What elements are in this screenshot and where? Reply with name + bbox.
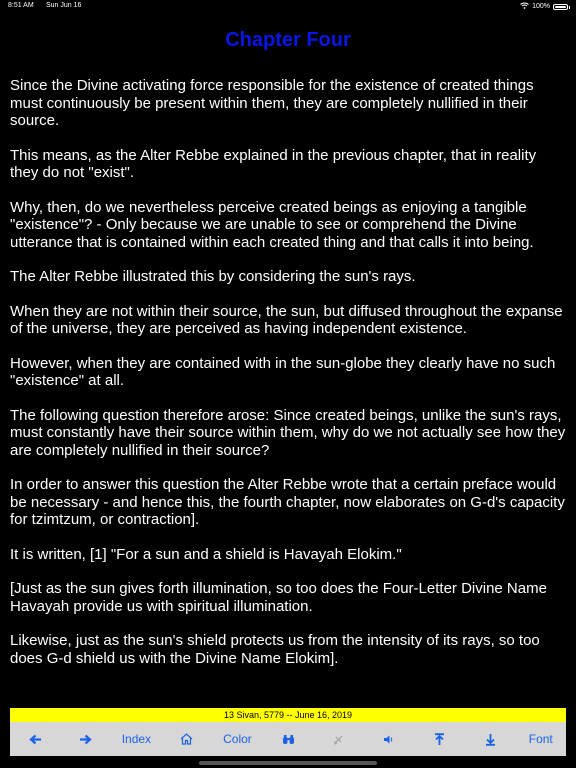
paragraph: Why, then, do we nevertheless perceive created beings as enjoying a tangible "existence"? - Only because we are unable to see or comprehend the Divine utterance that is contained within each created thing and that calls it into being. [10, 198, 534, 251]
status-bar [0, 0, 576, 12]
date-bar: 13 Sivan, 5779 -- June 16, 2019 [10, 708, 566, 722]
wifi-icon [520, 2, 529, 11]
arrow-right-icon [79, 734, 92, 745]
home-button[interactable] [162, 722, 213, 756]
chapter-title: Chapter Four [225, 29, 351, 51]
paragraph: In order to answer this question the Alter Rebbe wrote that a certain preface would be necessary - and hence this, the fourth chapter, now elaborates on G-d's capacity for tzimtzum, or contraction]. [10, 476, 565, 528]
jump-bottom-button[interactable] [465, 722, 516, 756]
paragraph: [Just as the sun gives forth illumination, so too does the Four-Letter Divine Name Havayah provide us with spiritual illumination. [10, 580, 547, 615]
status-right [520, 2, 568, 11]
paragraph: When they are not within their source, the sun, but diffused throughout the expanse of the universe, they are perceived as having independent existence. [10, 302, 563, 337]
paragraph: This means, as the Alter Rebbe explained in the previous chapter, that in reality they do not "exist". [10, 146, 537, 181]
next-button[interactable] [61, 722, 112, 756]
chapter-content[interactable] [10, 77, 566, 684]
arrow-left-icon [29, 734, 42, 745]
font-button[interactable]: Font [528, 732, 553, 746]
status-date: Sun Jun 16 [46, 2, 82, 9]
bookmark-icon [333, 734, 344, 745]
previous-button[interactable] [10, 722, 61, 756]
jump-top-button[interactable] [414, 722, 465, 756]
paragraph: Since the Divine activating force responsible for the existence of created things must continuously be present within them, they are completely nullified in their source. [10, 77, 534, 129]
battery-icon [553, 4, 568, 10]
paragraph: The Alter Rebbe illustrated this by considering the sun's rays. [10, 268, 416, 285]
index-button[interactable]: Index [121, 732, 152, 746]
speak-button[interactable] [364, 722, 415, 756]
battery-percent: 100% [532, 3, 550, 10]
home-icon [180, 733, 193, 745]
speaker-icon [383, 734, 395, 745]
bookmark-button[interactable] [313, 722, 364, 756]
jump-top-icon [434, 733, 445, 746]
search-button[interactable] [263, 722, 314, 756]
paragraph: It is written, [1] "For a sun and a shield is Havayah Elokim." [10, 545, 402, 563]
paragraph: The following question therefore arose: Since created beings, unlike the sun's rays, must constantly have their source within them, why do we not actually see how they are completely nullified in their source? [10, 406, 566, 459]
color-button[interactable]: Color [223, 732, 252, 746]
status-time: 8:51 AM [8, 2, 34, 9]
binoculars-icon [282, 734, 295, 745]
jump-bottom-icon [485, 733, 496, 746]
paragraph: However, when they are contained with in the sun-globe they clearly have no such "existence" at all. [10, 354, 556, 389]
home-indicator [199, 761, 377, 765]
paragraph: Likewise, just as the sun's shield protects us from the intensity of its rays, so too does G-d shield us with the Divine Name Elokim]. [10, 632, 540, 667]
bottom-toolbar [10, 722, 566, 756]
